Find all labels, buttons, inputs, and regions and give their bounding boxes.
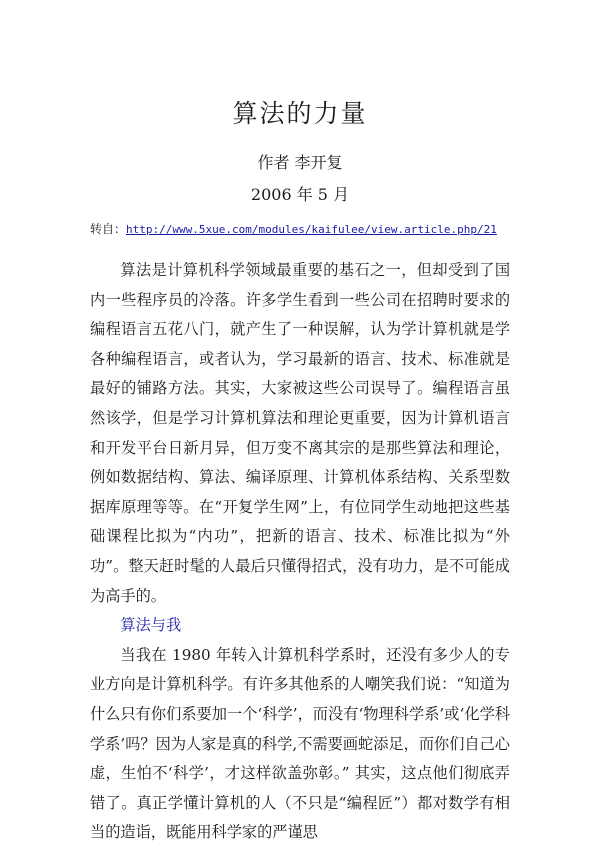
section-heading: 算法与我 (120, 616, 182, 635)
paragraph: 算法是计算机科学领域最重要的基石之一，但却受到了国内一些程序员的冷落。许多学生看到一些公司在招聘时要求的编程语言五花八门，就产生了一种误解，认为学计算机就是学各种编程语言，或者认为，学习最新的语言、技术、标准就是最好的铺路方法。其实，大家被这些公司误导了。编程语言虽然该学，但是学习计算机算法和理论更重要，因为计算机语言和开发平台日新月异，但万变不离其宗的是那些算法和理论，例如数据结构、算法、编译原理、计算机体系结构、关系型数据库原理等等。在“开复学生网”上，有位同学生动地把这些基础课程比拟为“内功”，把新的语言、技术、标准比拟为“外功”。整天赶时髦的人最后只懂得招式，没有功力，是不可能成为高手的。 (90, 261, 510, 605)
article-body (90, 256, 510, 848)
paragraph: 当我在 1980 年转入计算机科学系时，还没有多少人的专业方向是计算机科学。有许多其他系的人嘲笑我们说：“知道为什么只有你们系要加一个‘科学’，而没有‘物理科学系’或‘化学科学系’吗？因为人家是真的科学,不需要画蛇添足，而你们自己心虚，生怕不‘科学’，才这样欲盖弥彰。” 其实，这点他们彻底弄错了。真正学懂计算机的人（不只是“编程匠”）都对数学有相当的造诣，既能用科学家的严谨思 (90, 645, 510, 842)
publish-date: 2006 年 5 月 (250, 185, 350, 204)
source-label: 转自： (90, 222, 127, 236)
source-line (90, 220, 497, 237)
source-link[interactable]: http://www.5xue.com/modules/kaifulee/view.article.php/21 (126, 223, 497, 236)
page-title: 算法的力量 (232, 99, 368, 128)
author-line: 作者 李开复 (257, 153, 343, 172)
